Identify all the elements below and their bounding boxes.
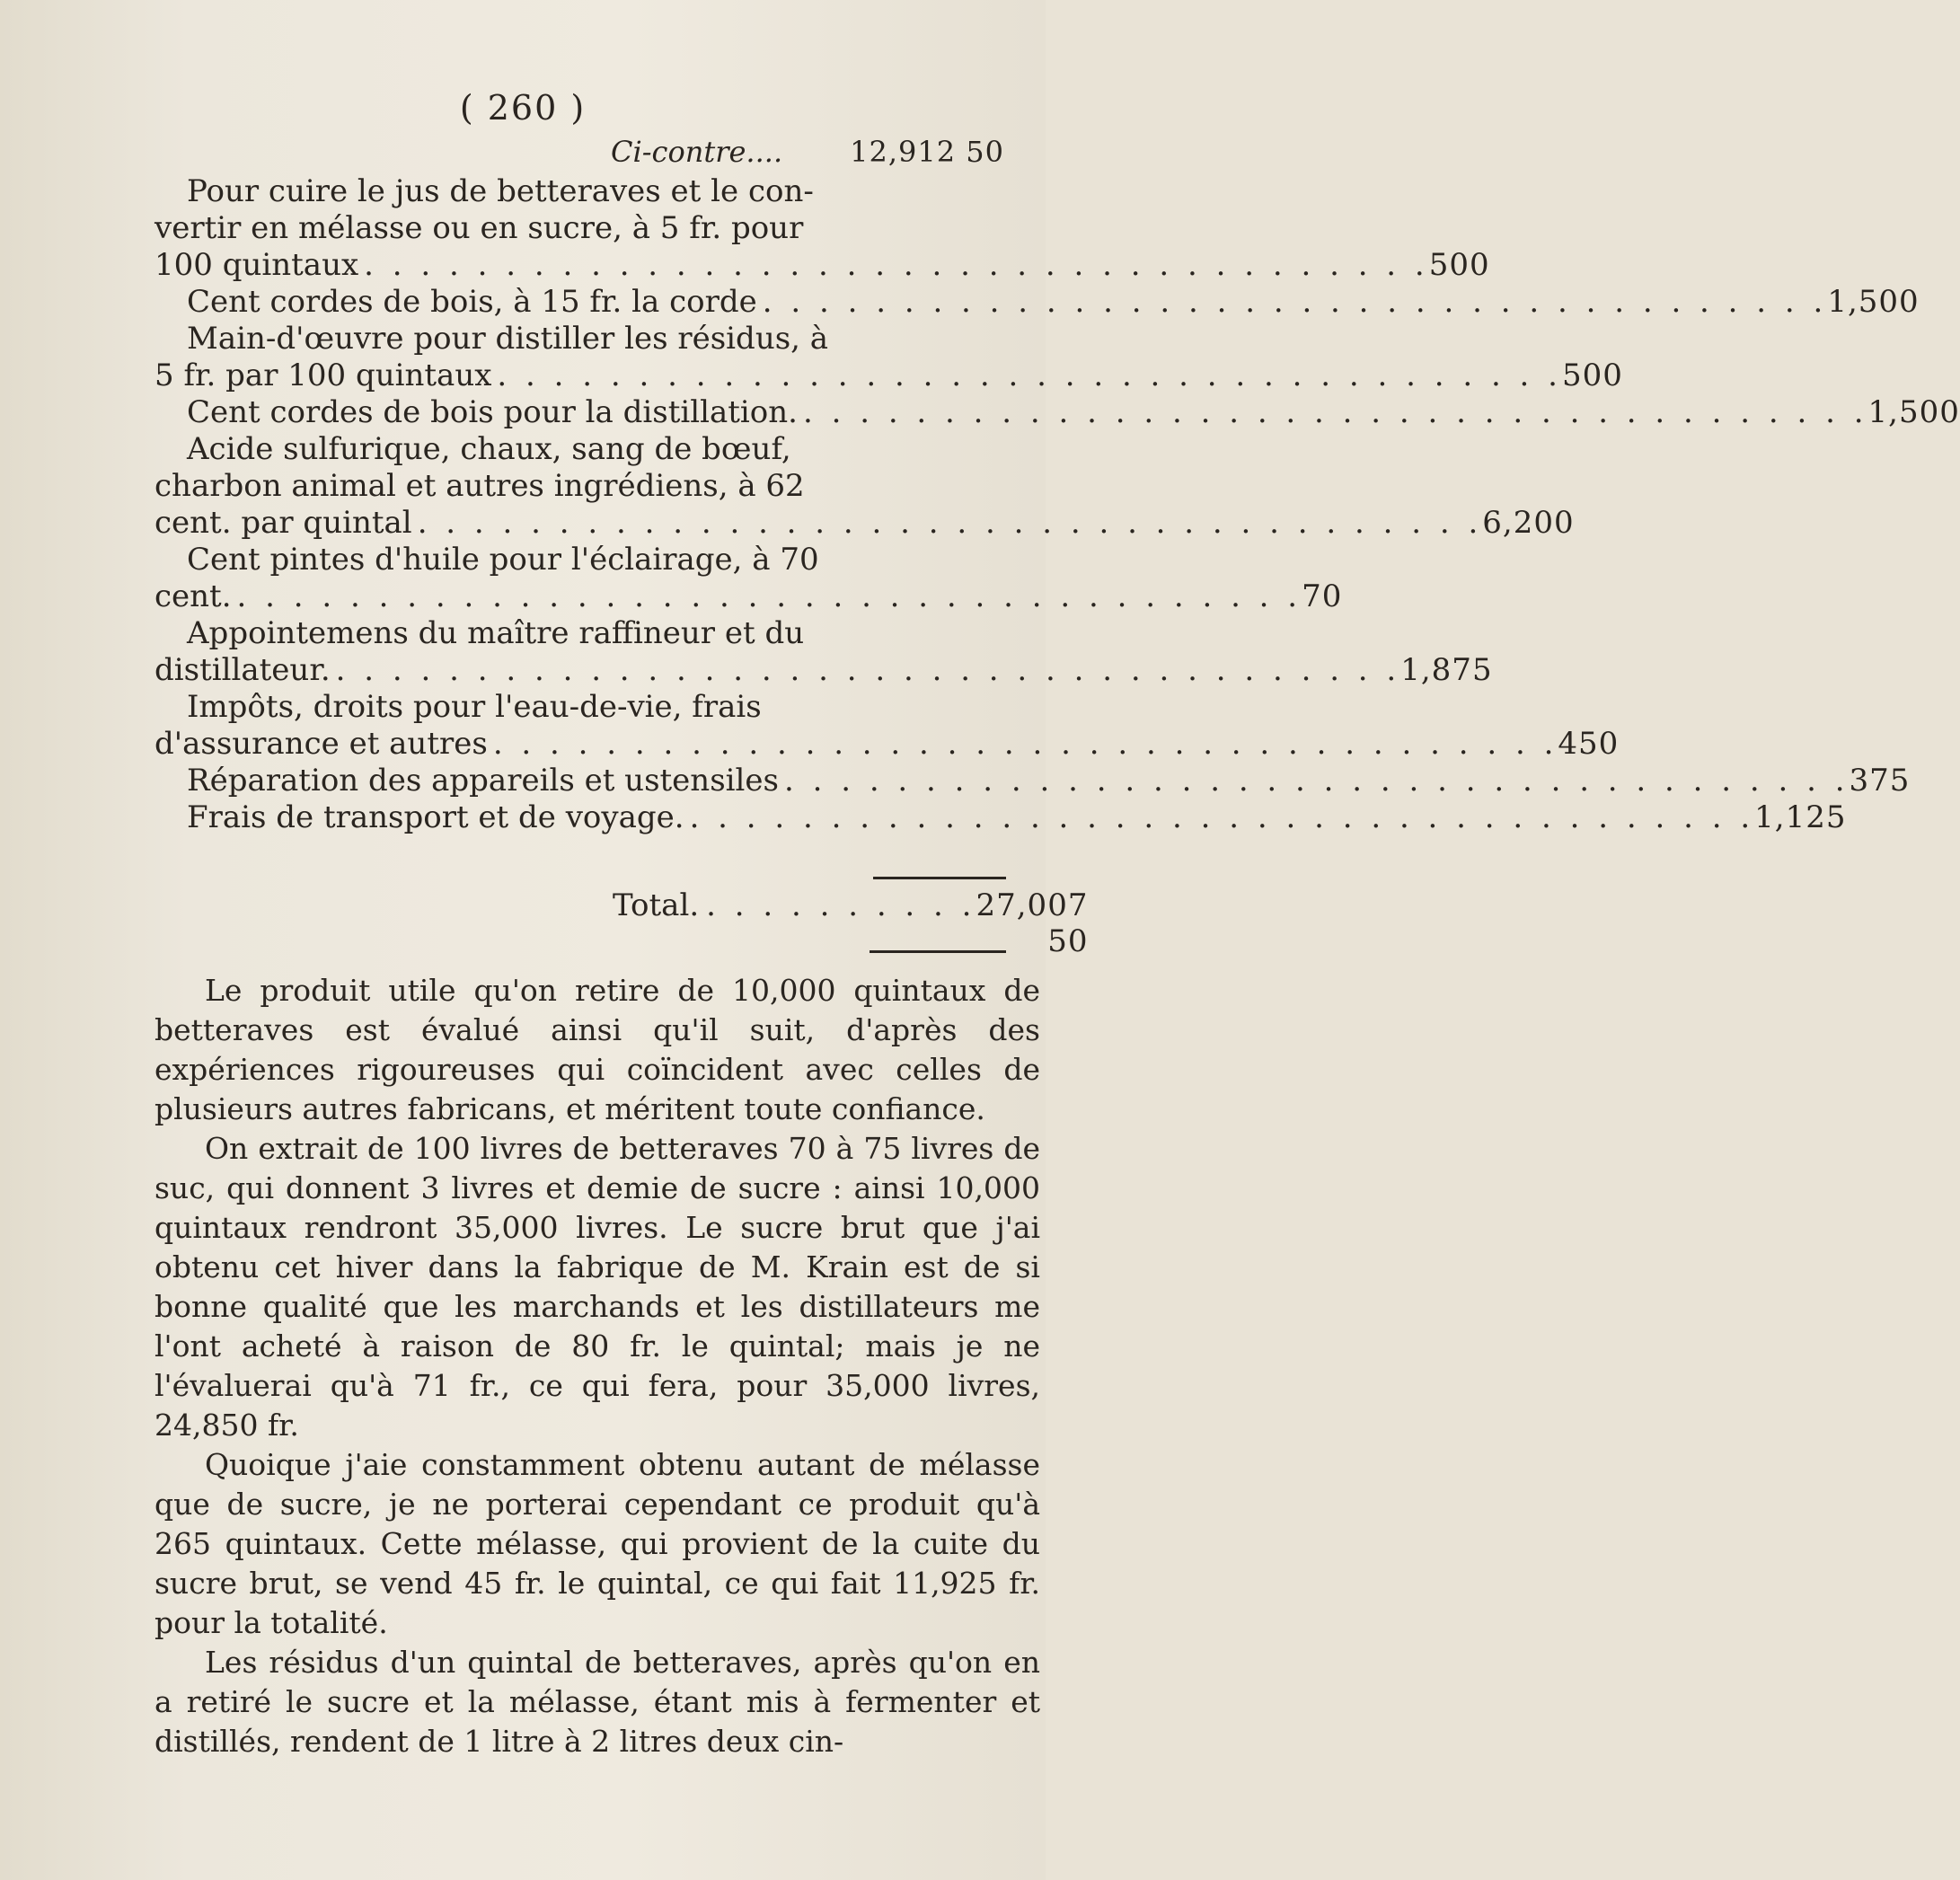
expense-amount-row	[155, 357, 1623, 394]
expense-text-line: Appointemens du maître raffineur et du	[187, 615, 805, 651]
total-rule-bottom	[870, 950, 1006, 953]
expense-text-last-line: 5 fr. par 100 quintaux	[155, 357, 492, 393]
expense-text-last-line: Cent cordes de bois pour la distillation.	[187, 394, 798, 430]
expense-text-line: Pour cuire le jus de betteraves et le con-	[187, 173, 814, 209]
leader-dots: . . . . . . . . . . . . . . . . . . . . . . . . . . . . . . . . . . . . . .	[417, 505, 1483, 541]
expense-amount-row	[155, 578, 1343, 615]
expense-entry	[155, 615, 1493, 689]
expense-amount: 500	[1428, 247, 1490, 283]
expense-text-line: Cent pintes d'huile pour l'éclairage, à 70	[187, 542, 819, 578]
expense-text-line: Acide sulfurique, chaux, sang de bœuf,	[187, 431, 791, 467]
expense-amount: 375	[1849, 763, 1911, 799]
carried-forward-amount: 12,912 50	[850, 135, 1004, 169]
expense-amount: 1,875	[1400, 652, 1493, 688]
expense-amount: 450	[1558, 726, 1620, 762]
body-paragraph: Quoique j'aie constamment obtenu autant de mélasse que de sucre, je ne porterai cependant ce produit qu'à 265 quintaux. Cette mélasse, qui provient de la cuite du sucre brut, se vend 45 fr. le quintal, ce qui fait 11,925 fr. pour la totalité.	[155, 1447, 1040, 1640]
expense-amount: 1,125	[1754, 799, 1847, 835]
expense-entry	[155, 394, 1960, 431]
expense-entry	[155, 763, 1911, 799]
expense-amount: 70	[1302, 578, 1343, 614]
expense-entry	[155, 173, 1490, 284]
expense-text-last-line: cent.	[155, 578, 232, 614]
carried-forward-label: Ci-contre....	[611, 135, 783, 169]
expense-text-last-line: Réparation des appareils et ustensiles	[187, 763, 779, 799]
leader-dots: . . . . . . . . . . . . . . . . . . . . . . . . . . . . . . . . . . . . . .	[497, 357, 1562, 393]
leader-dots: . . . . . . . . . . . . . . . . . . . . . . . . . . . . . . . . . . . . . .	[492, 726, 1558, 762]
body-text	[155, 971, 1040, 1761]
expense-amount-row	[155, 505, 1575, 542]
expense-text-line: vertir en mélasse ou en sucre, à 5 fr. pour	[155, 210, 804, 246]
total-amount: 27,007 50	[976, 887, 1089, 959]
expense-entry	[155, 799, 1847, 836]
body-paragraph: Les résidus d'un quintal de betteraves, après qu'on en a retiré le sucre et la mélasse, étant mis à fermenter et distillés, rendent de 1 litre à 2 litres deux cin-	[155, 1645, 1040, 1759]
leader-dots: . . . . . . . . . . . . . . . . . . . . . . . . . . . . . . . . . . . . . .	[236, 578, 1302, 614]
expense-amount-row	[155, 247, 1490, 284]
expense-amount: 1,500	[1827, 284, 1920, 320]
expense-text-line: Main-d'œuvre pour distiller les résidus, à	[187, 321, 829, 357]
expense-text-last-line: cent. par quintal	[155, 505, 412, 541]
expense-text-line: Impôts, droits pour l'eau-de-vie, frais	[187, 689, 762, 725]
expense-amount-row	[155, 284, 1920, 321]
expense-amount-row	[155, 799, 1847, 836]
expense-entry	[155, 689, 1620, 763]
total-row	[155, 887, 1089, 959]
carried-forward-row	[557, 135, 1004, 169]
expense-text-last-line: Frais de transport et de voyage.	[187, 799, 684, 835]
body-paragraph: On extrait de 100 livres de betteraves 70 à 75 livres de suc, qui donnent 3 livres et demie de sucre : ainsi 10,000 quintaux rendront 35,000 livres. Le sucre brut que j'ai obtenu cet hiver dans la fabrique de M. Krain est de si bonne qualité que les marchands et les distillateurs me l'ont acheté à raison de 80 fr. le quintal; mais je ne l'évaluerai qu'à 71 fr., ce qui fera, pour 35,000 livres, 24,850 fr.	[155, 1131, 1040, 1443]
expense-amount-row	[155, 394, 1960, 431]
expense-text-last-line: distillateur.	[155, 652, 331, 688]
expense-text-last-line: Cent cordes de bois, à 15 fr. la corde	[187, 284, 757, 320]
total-label: Total.	[613, 887, 700, 923]
total-leader-dots: . . . . . . . . . .	[706, 887, 976, 923]
expense-amount-row	[155, 726, 1620, 763]
expense-amount: 6,200	[1482, 505, 1575, 541]
expense-amount: 500	[1561, 357, 1623, 393]
expense-text-line: charbon animal et autres ingrédiens, à 62	[155, 468, 805, 504]
page-number: ( 260 )	[459, 88, 587, 128]
expense-amount: 1,500	[1867, 394, 1960, 430]
leader-dots: . . . . . . . . . . . . . . . . . . . . . . . . . . . . . . . . . . . . . .	[364, 247, 1429, 283]
body-paragraph: Le produit utile qu'on retire de 10,000 quintaux de betteraves est évalué ainsi qu'il suit, d'après des expériences rigoureuses qui coïncident avec celles de plusieurs autres fabricans, et méritent toute confiance.	[155, 973, 1040, 1126]
leader-dots: . . . . . . . . . . . . . . . . . . . . . . . . . . . . . . . . . . . . . .	[689, 799, 1755, 835]
expense-entry	[155, 321, 1623, 394]
leader-dots: . . . . . . . . . . . . . . . . . . . . . . . . . . . . . . . . . . . . . .	[335, 652, 1401, 688]
expense-entry	[155, 431, 1575, 542]
expense-text-last-line: d'assurance et autres	[155, 726, 488, 762]
expense-entry	[155, 284, 1920, 321]
expense-amount-row	[155, 652, 1493, 689]
expense-text-last-line: 100 quintaux	[155, 247, 359, 283]
leader-dots: . . . . . . . . . . . . . . . . . . . . . . . . . . . . . . . . . . . . . .	[783, 763, 1850, 799]
expense-list	[155, 173, 1960, 836]
expense-amount-row	[155, 763, 1911, 799]
leader-dots: . . . . . . . . . . . . . . . . . . . . . . . . . . . . . . . . . . . . . .	[802, 394, 1868, 430]
total-rule-top	[873, 877, 1006, 879]
expense-entry	[155, 542, 1343, 615]
leader-dots: . . . . . . . . . . . . . . . . . . . . . . . . . . . . . . . . . . . . . .	[762, 284, 1828, 320]
